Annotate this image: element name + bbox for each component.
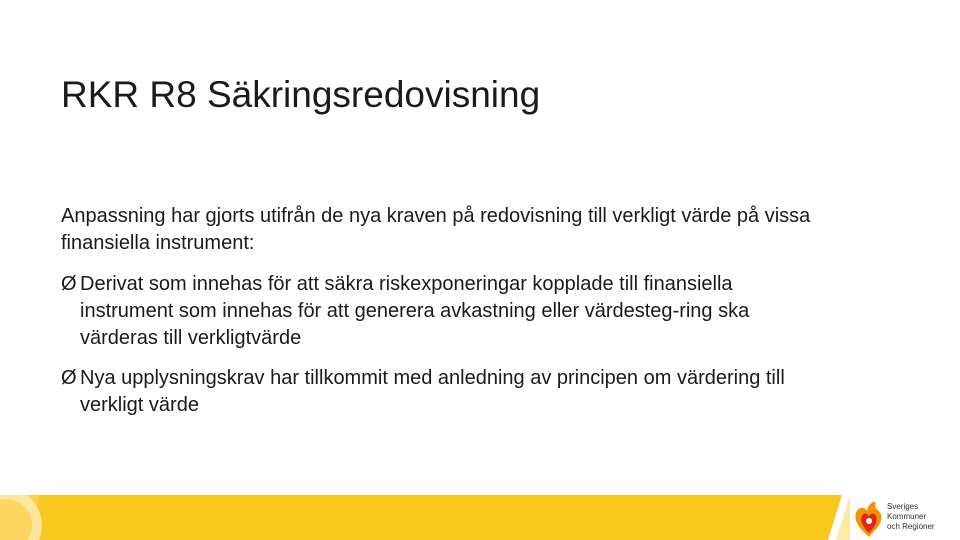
arrow-bullet-icon: Ø bbox=[61, 367, 77, 389]
bullet-text: Derivat som innehas för att säkra riskexponeringar kopplade till finansiella instrument som innehas för att generera avkastning eller värdesteg-ring ska värderas till verkligtvärde bbox=[80, 273, 750, 349]
heart-flame-logo-icon bbox=[852, 499, 886, 539]
bullet-item bbox=[61, 271, 821, 352]
logo-line: och Regioner bbox=[887, 522, 935, 531]
sveriges-kommuner-och-regioner-logo bbox=[850, 497, 960, 540]
arrow-bullet-icon: Ø bbox=[61, 273, 77, 295]
logo-line: Sveriges bbox=[887, 502, 919, 511]
bullet-text: Nya upplysningskrav har tillkommit med anledning av principen om värdering till verkligt värde bbox=[80, 367, 785, 416]
slide-title: RKR R8 Säkringsredovisning bbox=[61, 74, 541, 115]
logo-line: Kommuner bbox=[887, 512, 927, 521]
footer-decorative-band bbox=[0, 495, 960, 540]
bullet-item bbox=[61, 365, 821, 419]
intro-paragraph: Anpassning har gjorts utifrån de nya kraven på redovisning till verkligt värde på vissa finansiella instrument: bbox=[61, 205, 811, 254]
logo-text bbox=[887, 502, 957, 532]
slide-body bbox=[61, 203, 821, 432]
